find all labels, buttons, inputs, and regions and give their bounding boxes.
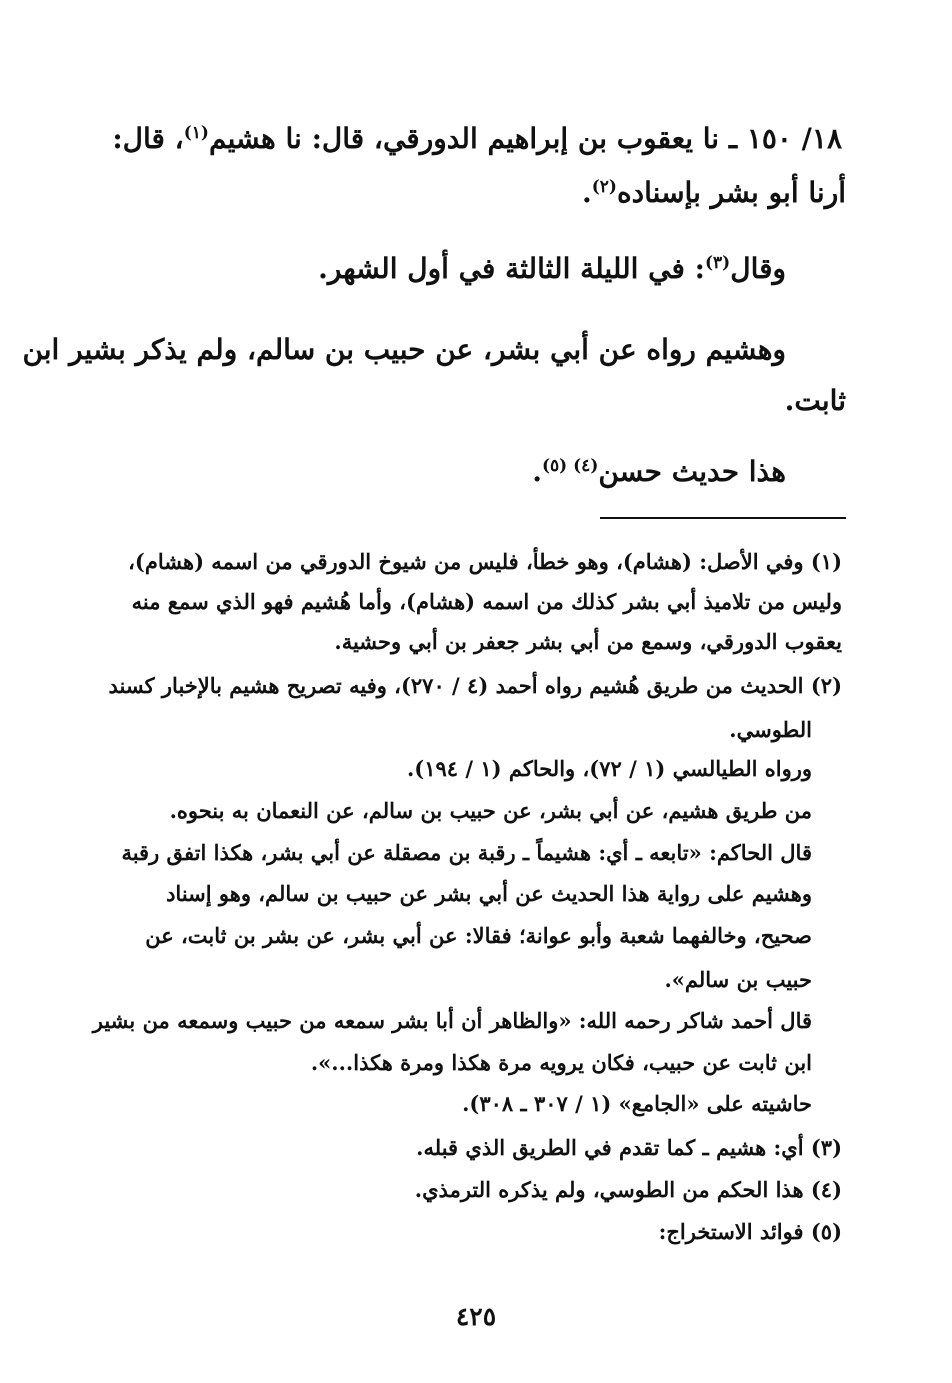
footnote-ref-2[interactable]: (٢) (591, 177, 617, 197)
footnote-line: ورواه الطيالسي (١ / ٧٢)، والحاكم (١ / ١٩٤). (406, 756, 812, 781)
page-number: ٤٢٥ (455, 1302, 497, 1331)
hadith-text: وقال (730, 252, 786, 285)
footnote-line: من طريق هشيم، عن أبي بشر، عن حبيب بن سالم، عن النعمان به بنحوه. (169, 798, 812, 823)
footnote-line: حبيب بن سالم». (664, 967, 812, 992)
footnote-line: قال أحمد شاكر رحمه الله: «والظاهر أن أبا بشر سمعه من حبيب وسمعه من بشير (92, 1008, 812, 1033)
hadith-text: أرنا أبو بشر بإسناده (616, 176, 846, 209)
footnote-line: (٤) هذا الحكم من الطوسي، ولم يذكره الترمذي. (414, 1177, 842, 1202)
footnote-line: يعقوب الدورقي، وسمع من أبي بشر جعفر بن أبي وحشية. (334, 629, 842, 654)
footnote-line: (٢) الحديث من طريق هُشيم رواه أحمد (٤ / ٢٧٠)، وفيه تصريح هشيم بالإخبار كسند (108, 673, 842, 698)
footnote-line: (٥) فوائد الاستخراج: (658, 1219, 842, 1244)
hadith-text: . (532, 455, 542, 488)
footnote-line: وهشيم على رواية هذا الحديث عن أبي بشر عن حبيب بن سالم، وهو إسناد (166, 881, 812, 906)
footnote-line: ابن ثابت عن حبيب، فكان يرويه مرة هكذا ومرة هكذا...». (310, 1050, 812, 1075)
hadith-line-4: وهشيم رواه عن أبي بشر، عن حبيب بن سالم، ولم يذكر بشير ابن (22, 333, 786, 366)
footnote-line: حاشيته على «الجامع» (١ / ٣٠٧ ـ ٣٠٨). (462, 1091, 812, 1116)
footnote-separator (600, 517, 846, 519)
footnote-ref-3[interactable]: (٣) (704, 253, 731, 273)
footnote-line: (٣) أي: هشيم ـ كما تقدم في الطريق الذي قبله. (416, 1135, 842, 1160)
hadith-text: هذا حديث حسن (598, 455, 786, 488)
hadith-text: ، قال: (112, 122, 184, 155)
footnote-line: وليس من تلاميذ أبي بشر كذلك من اسمه (هشام)، وأما هُشيم فهو الذي سمع منه (131, 589, 842, 614)
hadith-text: : في الليلة الثالثة في أول الشهر. (318, 252, 705, 285)
footnote-line: الطوسي. (729, 717, 812, 742)
footnote-line: قال الحاكم: «تابعه ـ أي: هشيماً ـ رقبة بن مصقلة عن أبي بشر، هكذا اتفق رقبة (121, 840, 812, 865)
hadith-line-1 (112, 122, 842, 155)
footnote-ref-1[interactable]: (١) (183, 123, 209, 143)
hadith-line-3 (318, 252, 786, 285)
footnote-line: (١) وفي الأصل: (هشام)، وهو خطأ، فليس من شيوخ الدورقي من اسمه (هشام)، (128, 549, 842, 574)
hadith-line-5: ثابت. (784, 384, 846, 417)
footnote-line: صحيح، وخالفهما شعبة وأبو عوانة؛ فقالا: عن أبي بشر، عن بشر بن ثابت، عن (145, 923, 812, 948)
hadith-line-2 (582, 176, 846, 209)
footnote-refs-4-5[interactable]: (٤) (٥) (541, 456, 599, 476)
hadith-text: ١٨/ ١٥٠ ـ نا يعقوب بن إبراهيم الدورقي، قال: نا هشيم (208, 122, 842, 155)
hadith-text: . (581, 176, 592, 209)
hadith-line-6 (532, 455, 786, 488)
